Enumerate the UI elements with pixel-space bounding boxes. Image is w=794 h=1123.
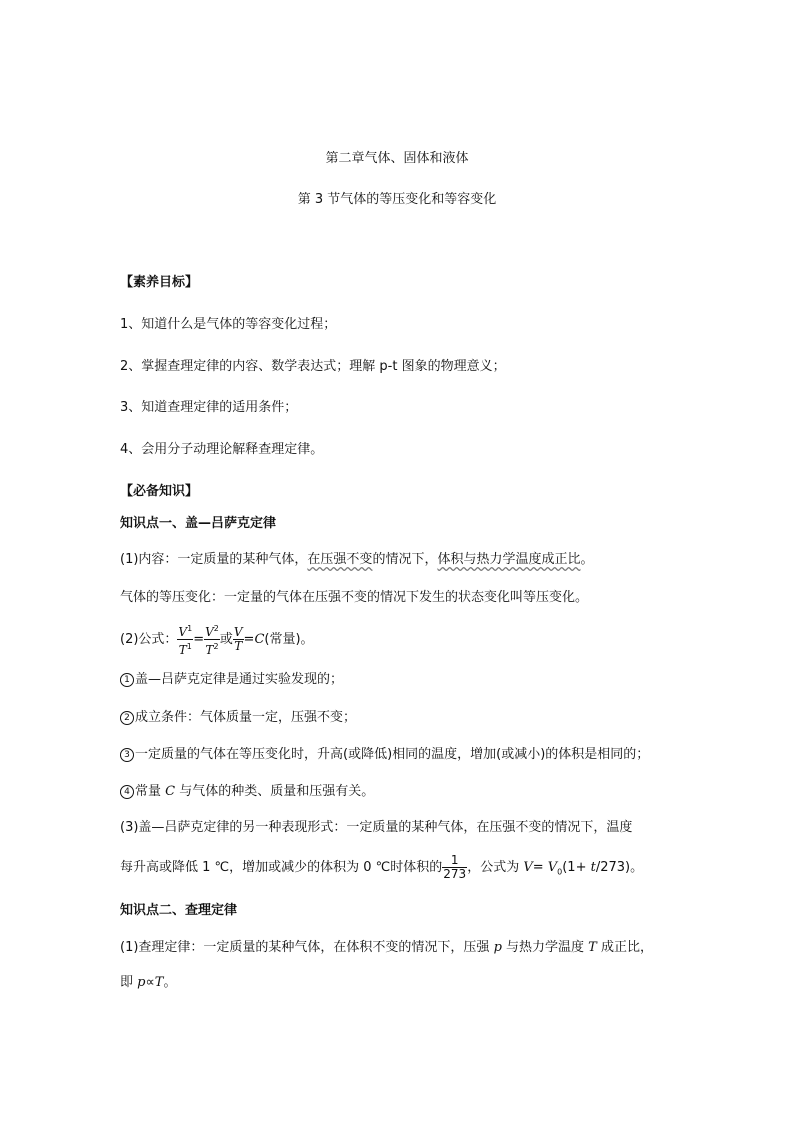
point2-content: (1)查理定律：一定质量的某种气体，在体积不变的情况下，压强 p 与热力学温度 T 成正比，: [120, 940, 653, 955]
point1-content: (1)内容：一定质量的某种气体，在压强不变的情况下，体积与热力学温度成正比。: [120, 552, 594, 567]
alt-form-line1: (3)盖—吕萨克定律的另一种表现形式：一定质量的某种气体，在压强不变的情况下，温度: [120, 820, 633, 835]
wavy-underline-volume: 体积与热力学温度成正比: [437, 552, 581, 567]
goal-item-2: 2、掌握查理定律的内容、数学表达式；理解 p-t 图象的物理意义；: [120, 359, 506, 374]
wavy-underline-pressure: 在压强不变: [307, 552, 373, 567]
chapter-title: 第二章气体、固体和液体: [325, 151, 469, 166]
circled-number-3: 3: [120, 748, 134, 762]
note-4: 4 常量 C 与气体的种类、质量和压强有关。: [120, 783, 374, 801]
section-title: 第 3 节气体的等压变化和等容变化: [297, 192, 497, 207]
fraction-v2-t2: $\frac{V^2}{T^2}$: [205, 624, 219, 657]
fraction-v1-t1: $\frac{V^1}{T^1}$: [178, 624, 193, 657]
fraction-1-273: $\frac{1}{273}$: [443, 853, 467, 881]
point2-title: 知识点二、查理定律: [120, 903, 238, 918]
point1-definition: 气体的等压变化：一定量的气体在压强不变的情况下发生的状态变化叫等压变化。: [120, 590, 589, 605]
point1-title: 知识点一、盖—吕萨克定律: [120, 516, 277, 531]
goal-item-4: 4、会用分子动理论解释查理定律。: [120, 442, 324, 457]
alt-form-line2: 每升高或降低 1 ℃，增加或减少的体积为 0 ℃时体积的 $\frac{1}{273}$ ，公式为 $V= V_0(1+ t/273)$。: [120, 853, 644, 881]
circled-number-1: 1: [120, 673, 134, 687]
circled-number-2: 2: [120, 711, 134, 725]
circled-number-4: 4: [120, 785, 134, 799]
goal-item-1: 1、知道什么是气体的等容变化过程；: [120, 317, 337, 332]
note-2: 2 成立条件：气体质量一定，压强不变；: [120, 709, 356, 727]
goals-heading: 【素养目标】: [120, 275, 199, 290]
goal-item-3: 3、知道查理定律的适用条件；: [120, 400, 298, 415]
note-3: 3 一定质量的气体在等压变化时，升高(或降低)相同的温度，增加(或减小)的体积是相同的；: [120, 746, 649, 764]
note-1: 1 盖—吕萨克定律是通过实验发现的；: [120, 671, 343, 689]
knowledge-heading: 【必备知识】: [120, 484, 199, 499]
point1-formula: (2)公式： $\frac{V^1}{T^1}$ = $\frac{V^2}{T^2}$ 或 $\frac{V}{T}$ =C(常量)。: [120, 624, 314, 657]
point2-proportion: 即 p∝T。: [120, 975, 177, 990]
fraction-v-t: $\frac{V}{T}$: [233, 625, 243, 653]
